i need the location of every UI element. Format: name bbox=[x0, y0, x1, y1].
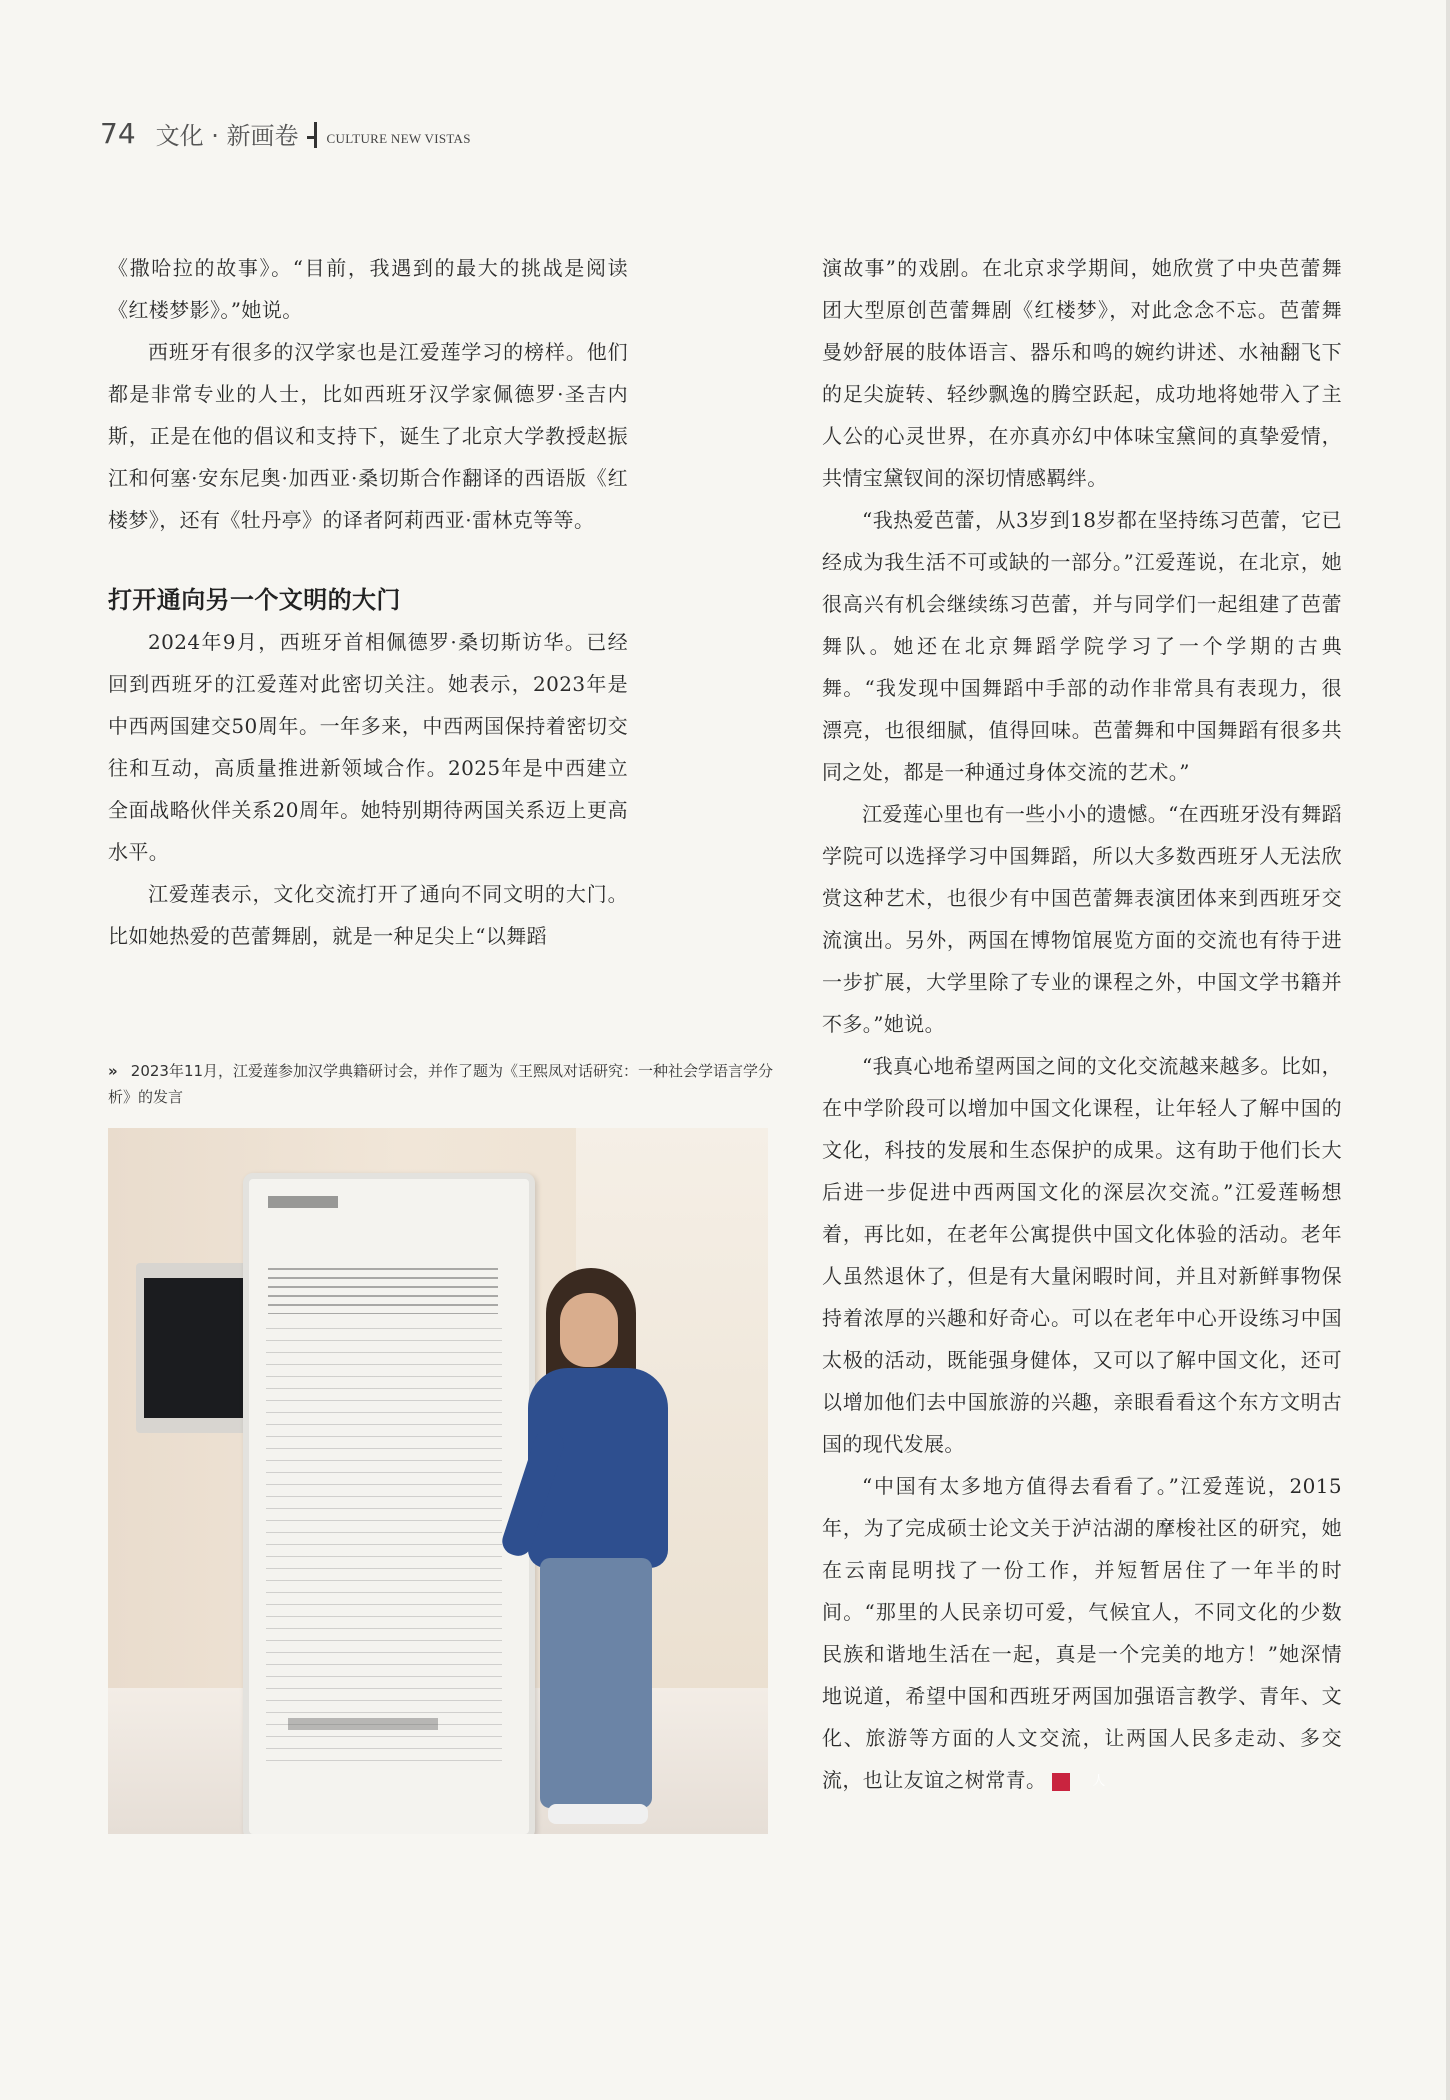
end-mark-icon: 人 bbox=[1052, 1773, 1070, 1791]
photo-person-face bbox=[560, 1293, 618, 1367]
page-edge bbox=[1446, 0, 1450, 2100]
photo-banner-footer bbox=[288, 1718, 438, 1730]
page-number: 74 bbox=[100, 117, 136, 150]
right-column bbox=[822, 247, 1342, 1801]
photo bbox=[108, 1128, 768, 1834]
section-title: 文化 · 新画卷 bbox=[155, 122, 299, 150]
paragraph: “我真心地希望两国之间的文化交流越来越多。比如，在中学阶段可以增加中国文化课程，让年轻人了解中国的文化，科技的发展和生态保护的成果。这有助于他们长大后进一步促进中西两国文化的深层次交流。”江爱莲畅想着，再比如，在老年公寓提供中国文化体验的活动。老年人虽然退休了，但是有大量闲暇时间，并且对新鲜事物保持着浓厚的兴趣和好奇心。可以在老年中心开设练习中国太极的活动，既能强身健体，又可以了解中国文化，还可以增加他们去中国旅游的兴趣，亲眼看看这个东方文明古国的现代发展。 bbox=[822, 1054, 1342, 1456]
section-divider-icon bbox=[307, 124, 323, 148]
caption-arrow-icon: » bbox=[108, 1062, 118, 1080]
photo-screen bbox=[144, 1278, 244, 1418]
paragraph: 2024年9月，西班牙首相佩德罗·桑切斯访华。已经回到西班牙的江爱莲对此密切关注。她表示，2023年是中西两国建交50周年。一年多来，中西两国保持着密切交往和互动，高质量推进新领域合作。2025年是中西建立全面战略伙伴关系20周年。她特别期待两国关系迈上更高水平。 bbox=[108, 630, 628, 864]
section-subtitle: CULTURE NEW VISTAS bbox=[326, 131, 471, 146]
paragraph: 江爱莲心里也有一些小小的遗憾。“在西班牙没有舞蹈学院可以选择学习中国舞蹈，所以大多数西班牙人无法欣赏这种艺术，也很少有中国芭蕾舞表演团体来到西班牙交流演出。另外，两国在博物馆展览方面的交流也有待于进一步扩展，大学里除了专业的课程之外，中国文学书籍并不多。”她说。 bbox=[822, 802, 1342, 1036]
paragraph: 江爱莲表示，文化交流打开了通向不同文明的大门。比如她热爱的芭蕾舞剧，就是一种足尖上“以舞蹈 bbox=[108, 882, 628, 948]
paragraph: 西班牙有很多的汉学家也是江爱莲学习的榜样。他们都是非常专业的人士，比如西班牙汉学家佩德罗·圣吉内斯，正是在他的倡议和支持下，诞生了北京大学教授赵振江和何塞·安东尼奥·加西亚·桑切斯合作翻译的西语版《红楼梦》，还有《牡丹亭》的译者阿莉西亚·雷林克等等。 bbox=[108, 340, 628, 532]
photo-banner-logo bbox=[268, 1196, 338, 1208]
photo-person-jeans bbox=[540, 1558, 652, 1808]
paragraph: 演故事”的戏剧。在北京求学期间，她欣赏了中央芭蕾舞团大型原创芭蕾舞剧《红楼梦》，对此念念不忘。芭蕾舞曼妙舒展的肢体语言、器乐和鸣的婉约讲述、水袖翻飞下的足尖旋转、轻纱飘逸的腾空跃起，成功地将她带入了主人公的心灵世界，在亦真亦幻中体味宝黛间的真挚爱情，共情宝黛钗间的深切情感羁绊。 bbox=[822, 256, 1342, 490]
photo-caption bbox=[108, 1058, 778, 1110]
left-column bbox=[108, 247, 628, 957]
paragraph-final bbox=[822, 1465, 1342, 1801]
paragraph: “我热爱芭蕾，从3岁到18岁都在坚持练习芭蕾，它已经成为我生活不可或缺的一部分。”江爱莲说，在北京，她很高兴有机会继续练习芭蕾，并与同学们一起组建了芭蕾舞队。她还在北京舞蹈学院学习了一个学期的古典舞。“我发现中国舞蹈中手部的动作非常具有表现力，很漂亮，也很细腻，值得回味。芭蕾舞和中国舞蹈有很多共同之处，都是一种通过身体交流的艺术。” bbox=[822, 508, 1342, 784]
photo-banner-title bbox=[268, 1268, 498, 1314]
photo-banner-text bbox=[266, 1328, 502, 1768]
paragraph-text: “中国有太多地方值得去看看了。”江爱莲说，2015年，为了完成硕士论文关于泸沽湖的摩梭社区的研究，她在云南昆明找了一份工作，并短暂居住了一年半的时间。“那里的人民亲切可爱，气候宜人，不同文化的少数民族和谐地生活在一起，真是一个完美的地方！”她深情地说道，希望中国和西班牙两国加强语言教学、青年、文化、旅游等方面的人文交流，让两国人民多走动、多交流，也让友谊之树常青。 bbox=[822, 1474, 1342, 1792]
page-header bbox=[100, 108, 471, 148]
caption-text: 2023年11月，江爱莲参加汉学典籍研讨会，并作了题为《王熙凤对话研究：一种社会学语言学分析》的发言 bbox=[108, 1062, 774, 1106]
paragraph: 《撒哈拉的故事》。“目前，我遇到的最大的挑战是阅读《红楼梦影》。”她说。 bbox=[108, 256, 628, 322]
section-heading: 打开通向另一个文明的大门 bbox=[108, 586, 401, 614]
photo-person-shoes bbox=[548, 1804, 648, 1824]
